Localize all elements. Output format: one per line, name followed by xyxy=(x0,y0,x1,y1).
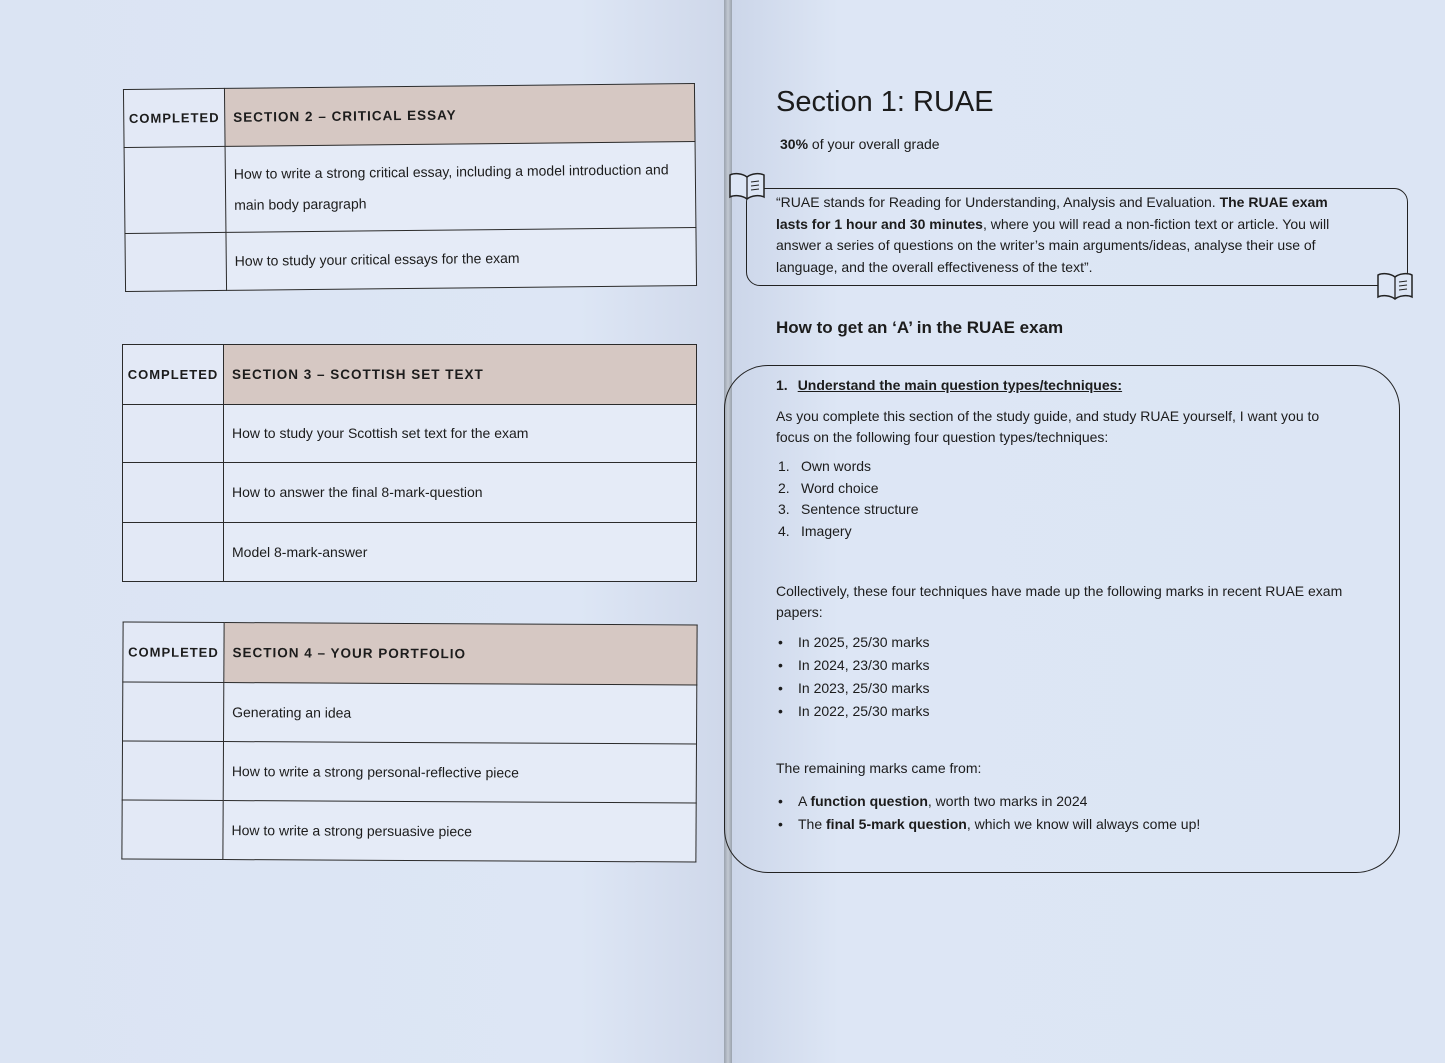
completed-checkbox[interactable] xyxy=(123,405,224,463)
remaining-list xyxy=(778,790,1200,836)
item-label: Sentence structure xyxy=(801,501,919,517)
task-item: Generating an idea xyxy=(223,683,696,744)
completed-checkbox[interactable] xyxy=(123,682,224,742)
item-number: 1. xyxy=(778,458,790,474)
task-item: Model 8-mark-answer xyxy=(224,523,697,582)
section-title: SECTION 4 – YOUR PORTFOLIO xyxy=(224,623,697,685)
bullet: • xyxy=(778,793,783,809)
item-number: 3. xyxy=(778,501,790,517)
grade-text: of your overall grade xyxy=(808,136,940,152)
item-bold: final 5-mark question xyxy=(826,816,967,832)
item-label: In 2022, 25/30 marks xyxy=(798,703,930,719)
section-title: SECTION 2 – CRITICAL ESSAY xyxy=(224,84,695,147)
grade-percentage: 30% xyxy=(780,136,809,152)
section-2-checklist xyxy=(123,83,697,292)
completed-checkbox[interactable] xyxy=(122,741,223,801)
section-4-checklist xyxy=(121,621,697,862)
item-label: In 2024, 23/30 marks xyxy=(798,657,930,673)
item-label: Word choice xyxy=(801,479,879,496)
task-item: How to write a strong persuasive piece xyxy=(223,801,696,862)
list-item xyxy=(778,499,919,521)
definition-part-2: , where you will read a non-fiction text or article. You will answer a series of questions on the writer’s main arguments/ideas, analyse their use of language, and the overall effectiveness of the text”. xyxy=(776,215,1330,276)
definition-bold: The RUAE exam lasts for 1 hour and 30 minutes xyxy=(776,194,1328,232)
list-item xyxy=(778,654,930,677)
completed-header: COMPLETED xyxy=(123,88,225,147)
open-book-icon xyxy=(728,170,766,202)
list-item xyxy=(778,521,919,543)
completed-checkbox[interactable] xyxy=(125,232,227,291)
item-number: 2. xyxy=(778,479,790,496)
completed-checkbox[interactable] xyxy=(124,146,226,233)
list-item xyxy=(778,456,919,478)
collective-text: Collectively, these four techniques have made up the following marks in recent RUAE exam papers: xyxy=(776,583,1343,620)
item-post: , which we know will always come up! xyxy=(966,816,1201,832)
marks-list xyxy=(778,631,930,723)
item-label: Imagery xyxy=(801,522,852,539)
list-item xyxy=(778,478,919,500)
page-subtitle xyxy=(780,136,940,152)
bullet: • xyxy=(778,634,783,650)
list-heading xyxy=(776,377,1122,393)
completed-checkbox[interactable] xyxy=(123,523,224,582)
item-label: In 2025, 25/30 marks xyxy=(798,634,930,650)
item-label: In 2023, 25/30 marks xyxy=(798,680,930,696)
list-item xyxy=(778,677,930,700)
remaining-text: The remaining marks came from: xyxy=(776,760,982,776)
section-3-checklist xyxy=(122,344,697,582)
list-item xyxy=(778,813,1200,836)
page-title: Section 1: RUAE xyxy=(776,86,994,118)
item-post: , worth two marks in 2024 xyxy=(927,793,1088,809)
item-number: 4. xyxy=(778,522,790,539)
bullet: • xyxy=(778,680,783,696)
list-item xyxy=(778,631,930,654)
completed-header: COMPLETED xyxy=(123,345,224,405)
task-item: How to answer the final 8-mark-question xyxy=(224,463,697,523)
item-bold: function question xyxy=(810,793,928,809)
list-item xyxy=(778,790,1200,813)
list-heading-text: Understand the main question types/techniques: xyxy=(797,377,1123,393)
task-item: How to write a strong critical essay, including a model introduction and main body paragraph xyxy=(225,142,696,233)
definition-text xyxy=(776,192,1362,279)
section-title: SECTION 3 – SCOTTISH SET TEXT xyxy=(224,345,697,405)
list-item xyxy=(778,700,930,723)
item-label: Own words xyxy=(801,458,872,474)
item-pre: The xyxy=(798,816,827,832)
section-heading: How to get an ‘A’ in the RUAE exam xyxy=(776,318,1064,337)
completed-checkbox[interactable] xyxy=(122,800,223,860)
bullet: • xyxy=(778,657,783,673)
list-intro: As you complete this section of the study guide, and study RUAE yourself, I want you to focus on the following four question types/techniques: xyxy=(776,408,1320,445)
item-pre: A xyxy=(798,793,811,809)
task-item: How to write a strong personal-reflective piece xyxy=(223,742,696,803)
list-heading-number: 1. xyxy=(776,377,788,393)
bullet: • xyxy=(778,816,783,832)
completed-header: COMPLETED xyxy=(123,622,224,683)
bullet: • xyxy=(778,703,783,719)
task-item: How to study your Scottish set text for the exam xyxy=(224,405,697,463)
task-item: How to study your critical essays for the exam xyxy=(226,228,697,291)
technique-list xyxy=(778,456,919,542)
open-book-icon xyxy=(1376,270,1414,302)
completed-checkbox[interactable] xyxy=(123,463,224,523)
definition-part-1: “RUAE stands for Reading for Understanding, Analysis and Evaluation. xyxy=(776,194,1220,210)
